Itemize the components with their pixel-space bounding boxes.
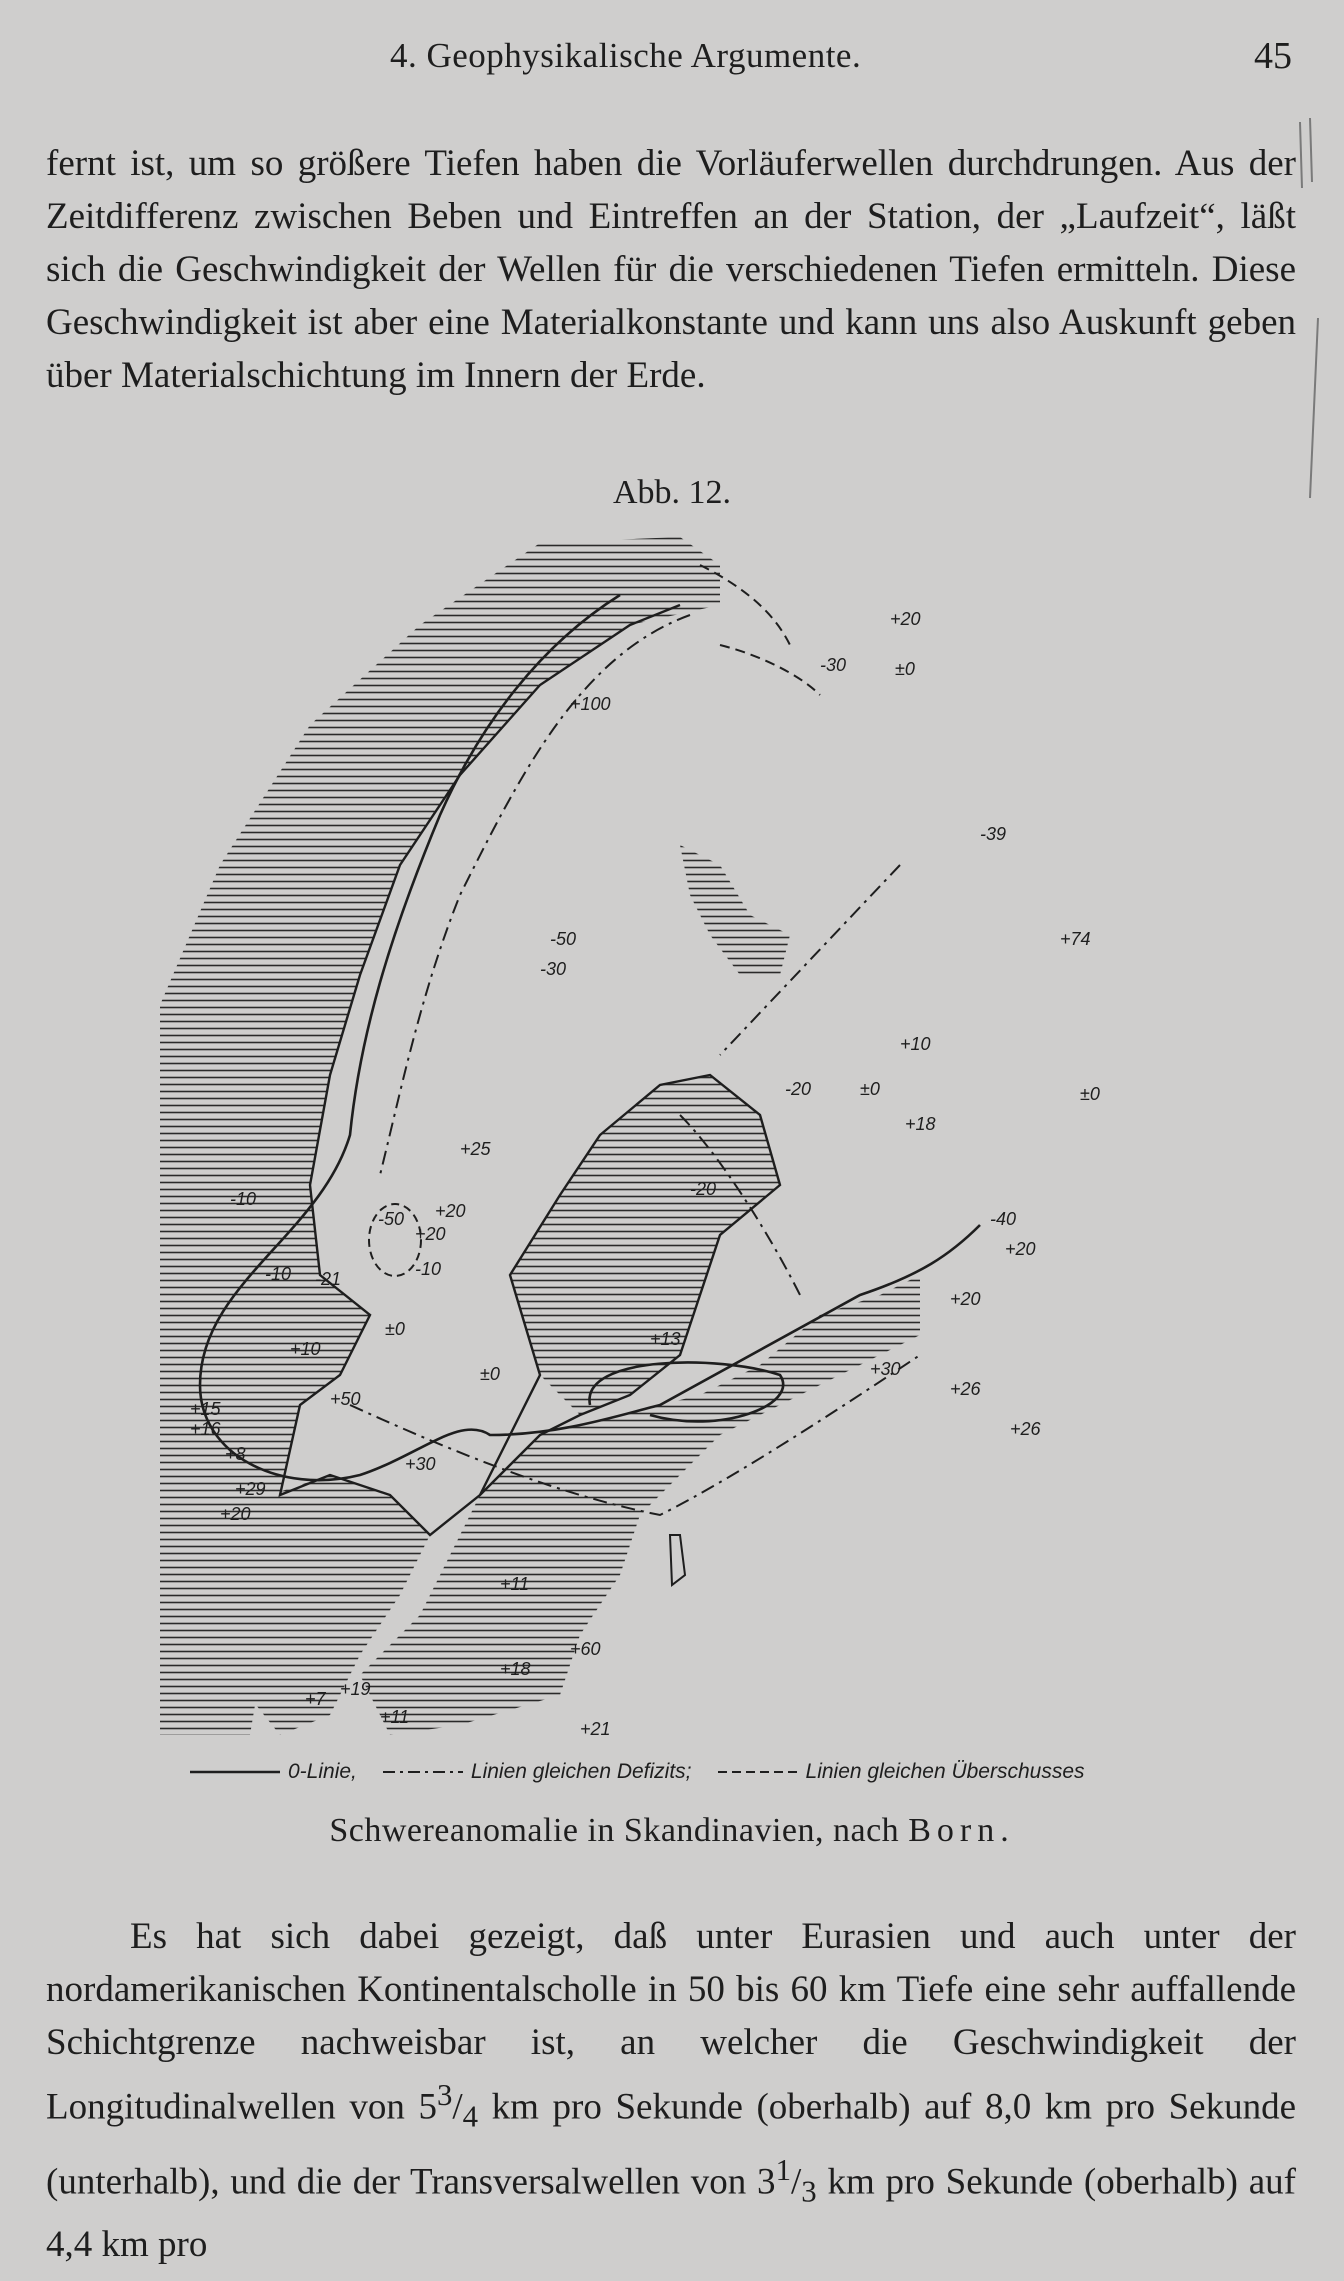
fraction-denominator: 4 — [462, 2099, 479, 2134]
figure-label: Abb. 12. — [612, 474, 732, 511]
fraction-numerator: 1 — [775, 2152, 791, 2187]
legend-surplus-label: Linien gleichen Überschusses — [805, 1760, 1085, 1783]
map-label: ±0 — [860, 1079, 880, 1099]
map-label: +11 — [500, 1574, 530, 1594]
legend-deficit-lines — [383, 1760, 692, 1784]
legend-surplus-lines — [718, 1760, 1085, 1784]
paragraph-2-part-2: km pro Sekunde (oberhalb) auf 8,0 km pro Sekunde (unterhalb), und die der Transversalwellen von 3 — [46, 2086, 1296, 2203]
map-label: +18 — [500, 1659, 531, 1679]
map-label: +8 — [225, 1444, 246, 1464]
map-label: +18 — [905, 1114, 936, 1134]
sea-bothnia — [510, 1075, 780, 1415]
map-label: -50 — [378, 1209, 405, 1229]
map-label: +25 — [460, 1139, 491, 1159]
dash-dot-swatch — [383, 1767, 463, 1777]
map-label: ±0 — [480, 1364, 500, 1384]
map-label: ±0 — [385, 1319, 405, 1339]
paragraph-1: fernt ist, um so größere Tiefen haben die Vorläuferwellen durchdrungen. Aus der Zeitdifferenz zwischen Beben und Eintreffen an der Station, der „Laufzeit“, läßt sich die Geschwindigkeit der Wellen für die verschiedenen Tiefen ermitteln. Diese Geschwindigkeit ist aber eine Materialkonstante und kann uns also Auskunft geben über Materialschichtung im Innern der Erde. — [46, 143, 1296, 396]
map-label: +16 — [190, 1419, 221, 1439]
map-label: +30 — [405, 1454, 436, 1474]
map-label: +60 — [570, 1639, 601, 1659]
page-number: 45 — [1254, 35, 1292, 77]
map-label: ±0 — [895, 659, 915, 679]
map-legend — [190, 1760, 1200, 1784]
map-label: +20 — [415, 1224, 446, 1244]
fraction-denominator: 3 — [801, 2174, 817, 2209]
map-label: +13 — [650, 1329, 681, 1349]
map-label: +20 — [220, 1504, 251, 1524]
map-label: +26 — [950, 1379, 981, 1399]
legend-zero-line — [190, 1760, 357, 1784]
map-label: +26 — [1010, 1419, 1041, 1439]
gotland — [670, 1535, 685, 1585]
map-label: +20 — [950, 1289, 981, 1309]
map-label: +7 — [305, 1689, 326, 1709]
map-label: ±0 — [1080, 1084, 1100, 1104]
paragraph-2-part-3: km pro Sekunde (oberhalb) auf 4,4 km pro — [46, 2161, 1296, 2266]
map-label: -10 — [265, 1264, 292, 1284]
map-label: +50 — [330, 1389, 361, 1409]
legend-zero-line-label: 0-Linie, — [288, 1760, 357, 1783]
map-label: -10 — [415, 1259, 442, 1279]
map-label: -39 — [980, 824, 1007, 844]
map-label: +30 — [870, 1359, 901, 1379]
map-label: -20 — [690, 1179, 717, 1199]
map-label: -40 — [990, 1209, 1017, 1229]
map-label: +20 — [435, 1201, 466, 1221]
caption-text: Schwereanomalie in Skandinavien, nach — [329, 1812, 900, 1849]
map-label: +10 — [290, 1339, 321, 1359]
map-label: +29 — [235, 1479, 266, 1499]
map-label: -30 — [820, 655, 847, 675]
map-label: -10 — [230, 1189, 257, 1209]
map-label: +21 — [580, 1719, 611, 1739]
map-label: -20 — [785, 1079, 812, 1099]
map-label: +10 — [900, 1034, 931, 1054]
dashed-swatch — [718, 1767, 798, 1777]
map-label: +15 — [190, 1399, 221, 1419]
running-head — [0, 36, 1344, 86]
paragraph-2-part-1: Es hat sich dabei gezeigt, daß unter Eurasien und auch unter der nordamerikanischen Kontinentalscholle in 50 bis 60 km Tiefe eine sehr auffallende Schichtgrenze nachweisbar ist, an welcher die Geschwindigkeit der Longitudinalwellen von 5 — [46, 1916, 1296, 2128]
legend-deficit-label: Linien gleichen Defizits; — [470, 1760, 692, 1783]
map-label: -21 — [315, 1269, 342, 1289]
caption-author: Born. — [908, 1812, 1015, 1849]
map-label: +19 — [340, 1679, 371, 1699]
solid-line-swatch — [190, 1767, 280, 1777]
map-label: -50 — [550, 929, 577, 949]
map-label: +100 — [570, 694, 611, 714]
paragraph-2: Es hat sich dabei gezeigt, daß unter Eurasien und auch unter der nordamerikanischen Kontinentalscholle in 50 bis 60 km Tiefe eine sehr auffallende Schichtgrenze nachweisbar ist, an welcher die Geschwindigkeit der Longitudinalwellen von $5^3/_4$ km pro Sekunde (oberhalb) auf 8,0 km pro Sekunde (unterhalb), und die der Transversalwellen von $3^1/_3$ km pro Sekunde (oberhalb) auf 4,4 km pro — [46, 1916, 1296, 2266]
map-label: +20 — [1005, 1239, 1036, 1259]
figure-caption — [0, 1812, 1344, 1850]
pencil-margin-mark — [1296, 118, 1326, 498]
running-title: 4. Geophysikalische Argumente. — [390, 36, 862, 75]
gravity-anomaly-map — [160, 535, 1220, 1765]
map-label: +74 — [1060, 929, 1091, 949]
fraction-numerator: 3 — [436, 2078, 453, 2112]
map-label: -30 — [540, 959, 567, 979]
map-svg — [160, 535, 1220, 1765]
sea-white — [680, 845, 790, 975]
map-label: +11 — [380, 1707, 410, 1727]
map-label: +20 — [890, 609, 921, 629]
